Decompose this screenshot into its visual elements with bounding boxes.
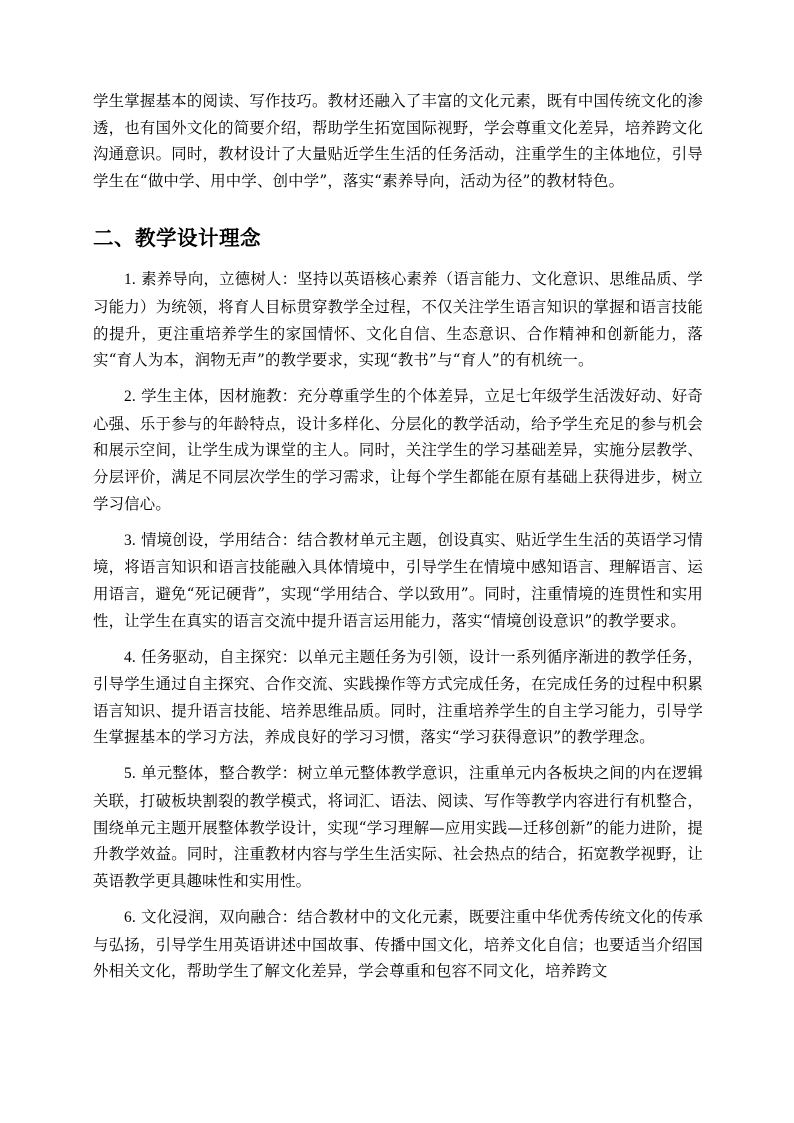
item-number: 4. (124, 648, 136, 666)
list-item (93, 644, 703, 751)
list-item (93, 527, 703, 634)
item-number: 2. (124, 388, 136, 406)
list-item (93, 266, 703, 373)
principle-list (93, 266, 703, 984)
document-page (93, 88, 703, 994)
item-text: 任务驱动，自主探究：以单元主题任务为引领，设计一系列循序渐进的教学任务，引导学生通过自主探究、合作交流、实践操作等方式完成任务，在完成任务的过程中积累语言知识、提升语言技能、培养思维品质。同时，注重培养学生的自主学习能力，引导学生掌握基本的学习方法，养成良好的学习习惯，落实“学习获得意识”的教学理念。 (93, 647, 704, 747)
item-number: 5. (124, 765, 136, 783)
item-text: 文化浸润，双向融合：结合教材中的文化元素，既要注重中华优秀传统文化的传承与弘扬，引导学生用英语讲述中国故事、传播中国文化，培养文化自信；也要适当介绍国外相关文化，帮助学生了解文化差异，学会尊重和包容不同文化，培养跨文 (93, 907, 704, 981)
item-text: 学生主体，因材施教：充分尊重学生的个体差异，立足七年级学生活泼好动、好奇心强、乐于参与的年龄特点，设计多样化、分层化的教学活动，给予学生充足的参与机会和展示空间，让学生成为课堂的主人。同时，关注学生的学习基础差异，实施分层教学、分层评价，满足不同层次学生的学习需求，让每个学生都能在原有基础上获得进步，树立学习信心。 (93, 387, 704, 513)
item-text: 单元整体，整合教学：树立单元整体教学意识，注重单元内各板块之间的内在逻辑关联，打破板块割裂的教学模式，将词汇、语法、阅读、写作等教学内容进行有机整合，围绕单元主题开展整体教学设计，实现“学习理解—应用实践—迁移创新”的能力进阶，提升教学效益。同时，注重教材内容与学生生活实际、社会热点的结合，拓宽教学视野，让英语教学更具趣味性和实用性。 (93, 764, 704, 890)
list-item (93, 383, 703, 517)
item-text: 情境创设，学用结合：结合教材单元主题，创设真实、贴近学生生活的英语学习情境，将语言知识和语言技能融入具体情境中，引导学生在情境中感知语言、理解语言、运用语言，避免“死记硬背”，实现“学用结合、学以致用”。同时，注重情境的连贯性和实用性，让学生在真实的语言交流中提升语言运用能力，落实“情境创设意识”的教学要求。 (93, 530, 704, 630)
item-number: 3. (124, 531, 136, 549)
list-item (93, 904, 703, 985)
item-text: 素养导向，立德树人：坚持以英语核心素养（语言能力、文化意识、思维品质、学习能力）为统领，将育人目标贯穿教学全过程，不仅关注学生语言知识的掌握和语言技能的提升，更注重培养学生的家国情怀、文化自信、生态意识、合作精神和创新能力，落实“育人为本，润物无声”的教学要求，实现“教书”与“育人”的有机统一。 (93, 270, 704, 370)
item-number: 6. (124, 908, 136, 926)
section-heading: 二、教学设计理念 (93, 226, 261, 251)
list-item (93, 760, 703, 894)
item-number: 1. (124, 271, 136, 289)
intro-paragraph: 学生掌握基本的阅读、写作技巧。教材还融入了丰富的文化元素，既有中国传统文化的渗透，也有国外文化的简要介绍，帮助学生拓宽国际视野，学会尊重文化差异，培养跨文化沟通意识。同时，教材设计了大量贴近学生生活的任务活动，注重学生的主体地位，引导学生在“做中学、用中学、创中学”，落实“素养导向，活动为径”的教材特色。 (93, 92, 703, 190)
